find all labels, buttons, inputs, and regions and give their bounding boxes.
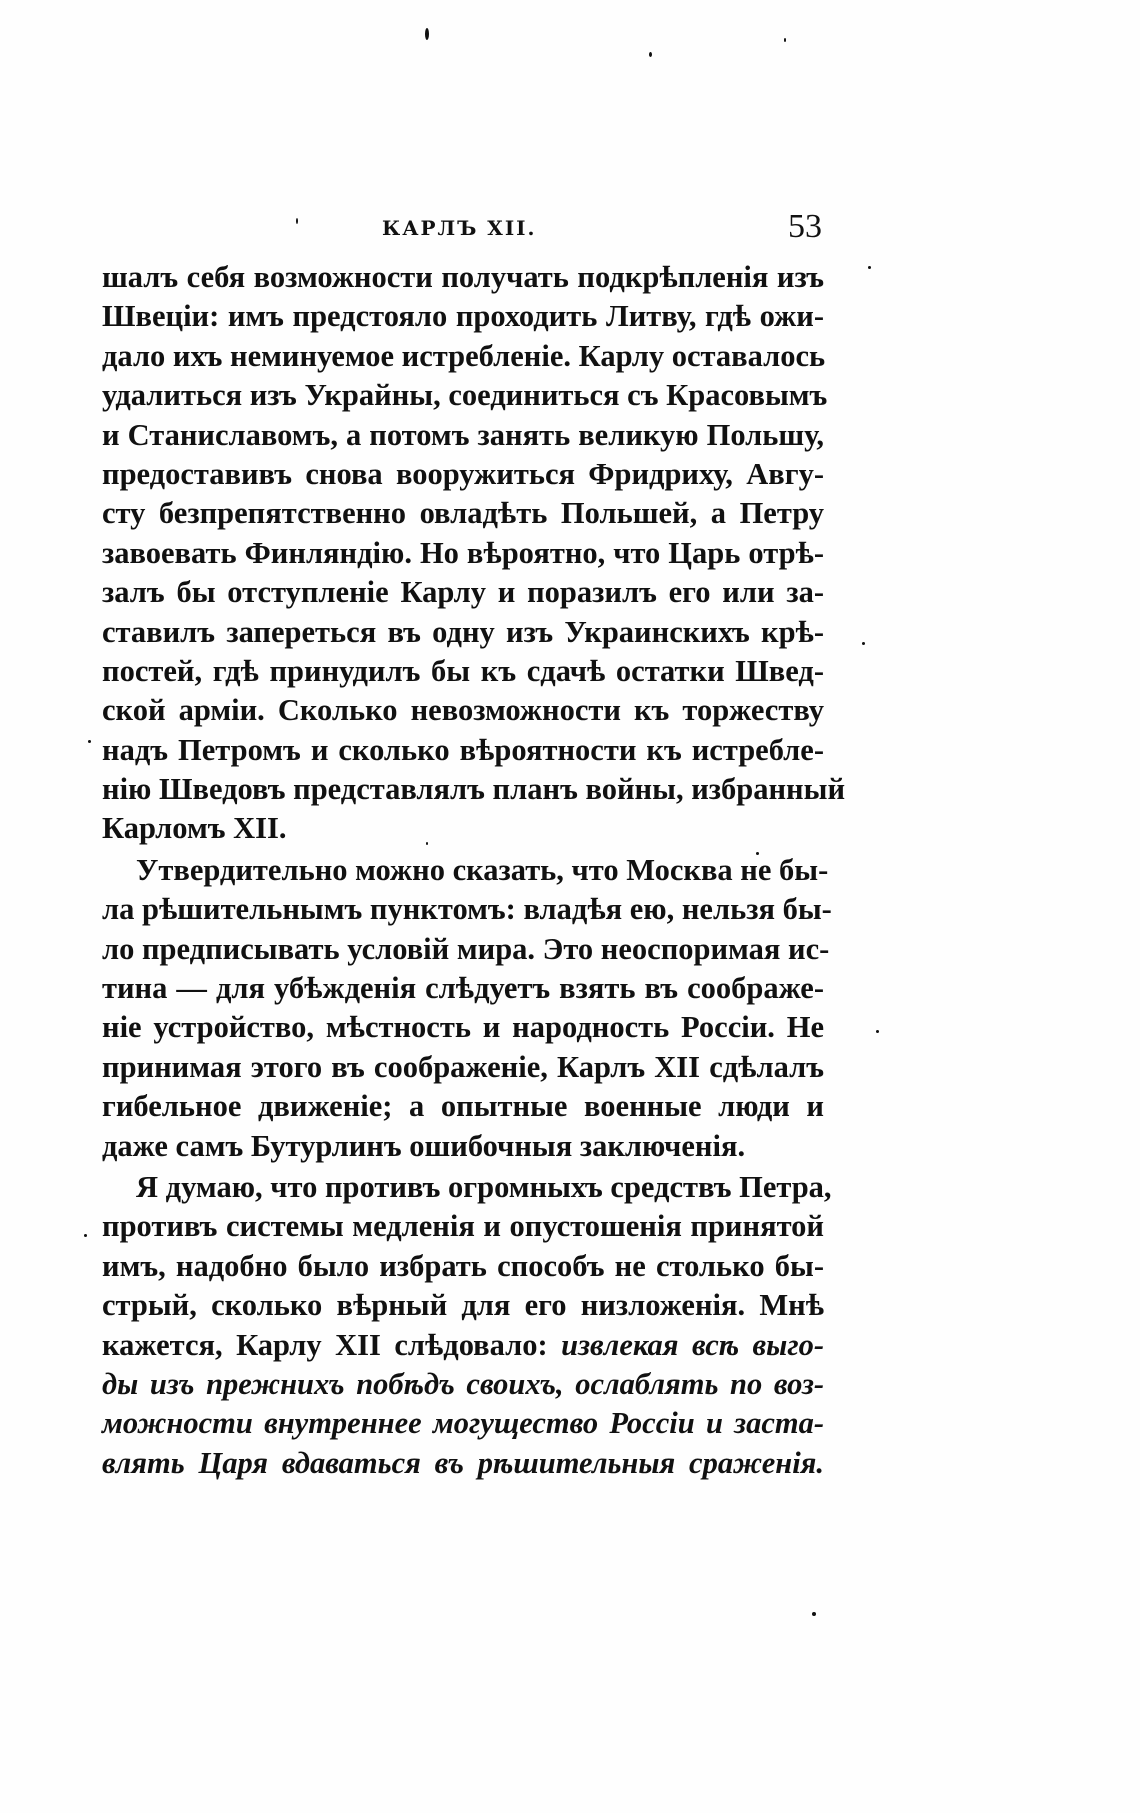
text-line: ніе устройство, мѣстность и народность Россіи. Не — [102, 1010, 824, 1045]
text-line: сту безпрепятственно овладѣть Польшей, а Петру — [102, 496, 824, 531]
italic-line: можности внутреннее могущество Россіи и заста- — [102, 1406, 824, 1441]
scan-speck — [88, 740, 91, 743]
text-line: Швеціи: имъ предстояло проходить Литву, гдѣ ожи- — [102, 299, 824, 334]
text-line: нію Шведовъ представлялъ планъ войны, избранный — [102, 772, 846, 807]
text-line-mixed — [102, 1326, 824, 1365]
text-line: постей, гдѣ принудилъ бы къ сдачѣ остатки Швед- — [102, 653, 824, 688]
italic-run: извлекая всѣ выго- — [561, 1327, 824, 1362]
text-line: завоевать Финляндію. Но вѣроятно, что Царь отрѣ- — [102, 535, 824, 570]
text-line: Утвердительно можно сказать, что Москва не бы- — [136, 852, 829, 887]
text-line: ла рѣшительнымъ пунктомъ: владѣя ею, нельзя бы- — [102, 892, 832, 927]
text-line: залъ бы отступленіе Карлу и поразилъ его или за- — [102, 575, 824, 610]
text-line: предоставивъ снова вооружиться Фридриху, Авгу- — [102, 456, 824, 491]
page-number: 53 — [788, 208, 822, 245]
italic-line: ды изъ прежнихъ побѣдъ своихъ, ослаблять по воз- — [102, 1366, 824, 1401]
text-line: надъ Петромъ и сколько вѣроятности къ истребле- — [102, 732, 824, 767]
text-line: Карломъ XII. — [102, 811, 287, 846]
text-line: даже самъ Бутурлинъ ошибочныя заключенія. — [102, 1128, 746, 1163]
scan-speck — [868, 266, 871, 269]
text-line: тина — для убѣжденія слѣдуетъ взять въ соображе- — [102, 971, 824, 1006]
paragraph-3 — [102, 1168, 832, 1483]
scan-speck — [425, 28, 429, 40]
scan-speck — [649, 52, 652, 57]
text-line: Я думаю, что противъ огромныхъ средствъ Петра, — [136, 1169, 832, 1204]
scan-speck — [876, 1030, 879, 1033]
text-line: ской арміи. Сколько невозможности къ торжеству — [102, 693, 824, 728]
scan-speck — [812, 1612, 816, 1616]
page-header — [102, 208, 822, 258]
text-line: гибельное движеніе; а опытные военные люди и — [102, 1089, 824, 1124]
scan-speck — [784, 38, 786, 42]
scan-speck — [862, 642, 865, 645]
running-title: КАРЛЪ XII. — [382, 216, 537, 240]
text-line: дало ихъ неминуемое истребленіе. Карлу оставалось — [102, 338, 826, 373]
italic-line: влять Царя вдаваться въ рѣшительныя сраженія. — [102, 1445, 824, 1480]
text-line: и Станиславомъ, а потомъ занять великую Польшу, — [102, 417, 824, 452]
text-line: противъ системы медленія и опустошенія принятой — [102, 1209, 824, 1244]
text-run: кажется, Карлу XII слѣдовало: — [102, 1327, 548, 1362]
paragraph-2 — [102, 851, 832, 1166]
text-line: удалиться изъ Украйны, соединиться съ Красовымъ — [102, 378, 828, 413]
text-line: ставилъ запереться въ одну изъ Украинскихъ крѣ- — [102, 614, 824, 649]
paragraph-1 — [102, 258, 846, 849]
body-text — [102, 258, 846, 1483]
text-line: принимая этого въ соображеніе, Карлъ XII сдѣлалъ — [102, 1049, 824, 1084]
text-line: шалъ себя возможности получать подкрѣпленія изъ — [102, 260, 824, 294]
text-line: стрый, сколько вѣрный для его низложенія. Мнѣ — [102, 1288, 824, 1323]
scan-speck — [84, 1234, 87, 1237]
text-line: ло предписывать условій мира. Это неоспоримая ис- — [102, 931, 830, 966]
text-line: имъ, надобно было избрать способъ не столько бы- — [102, 1248, 824, 1283]
